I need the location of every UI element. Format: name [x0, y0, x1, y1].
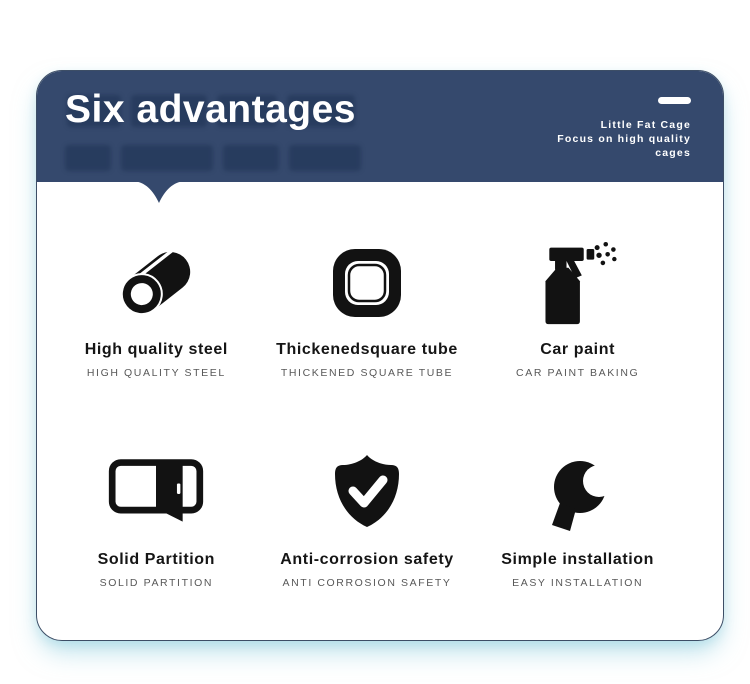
item-subtitle: HIGH QUALITY STEEL: [86, 367, 226, 379]
advantage-item-car-paint: [472, 239, 683, 379]
item-title: Thickenedsquare tube: [276, 341, 458, 358]
brand-tagline-line2: Focus on high quality: [557, 133, 691, 146]
advantage-item-anti-corrosion: [262, 449, 473, 589]
item-subtitle: CAR PAINT BAKING: [516, 367, 640, 379]
steel-pipe-icon: [114, 239, 198, 327]
banner-pointer: [133, 181, 185, 203]
ghost-text-row: [65, 145, 361, 171]
item-title: Anti-corrosion safety: [280, 551, 454, 568]
dash-icon: [658, 97, 691, 104]
item-subtitle: THICKENED SQUARE TUBE: [280, 367, 454, 379]
brand-tagline: [557, 118, 691, 161]
item-subtitle: SOLID PARTITION: [99, 577, 214, 589]
advantages-card: [36, 70, 724, 641]
brand-tagline-line1: Little Fat Cage: [600, 119, 691, 131]
wrench-icon: [538, 449, 618, 537]
advantages-grid: [37, 182, 723, 640]
advantage-item-solid-partition: [51, 449, 262, 589]
partition-door-icon: [106, 449, 206, 537]
square-tube-icon: [329, 239, 405, 327]
item-title: Simple installation: [501, 551, 655, 568]
brand-tagline-line3: cages: [655, 147, 691, 160]
page-title: Six advantages: [65, 88, 356, 131]
advantage-item-square-tube: [262, 239, 473, 379]
header-banner: [37, 71, 723, 182]
item-subtitle: ANTI CORROSION SAFETY: [282, 577, 452, 589]
advantage-item-easy-installation: [472, 449, 683, 589]
item-title: Car paint: [540, 341, 616, 358]
brand-block: [557, 97, 691, 161]
item-subtitle: EASY INSTALLATION: [512, 577, 644, 589]
item-title: High quality steel: [84, 341, 228, 358]
advantage-item-high-quality-steel: [51, 239, 262, 379]
spray-paint-icon: [533, 239, 623, 327]
item-title: Solid Partition: [97, 551, 216, 568]
shield-check-icon: [328, 449, 406, 537]
